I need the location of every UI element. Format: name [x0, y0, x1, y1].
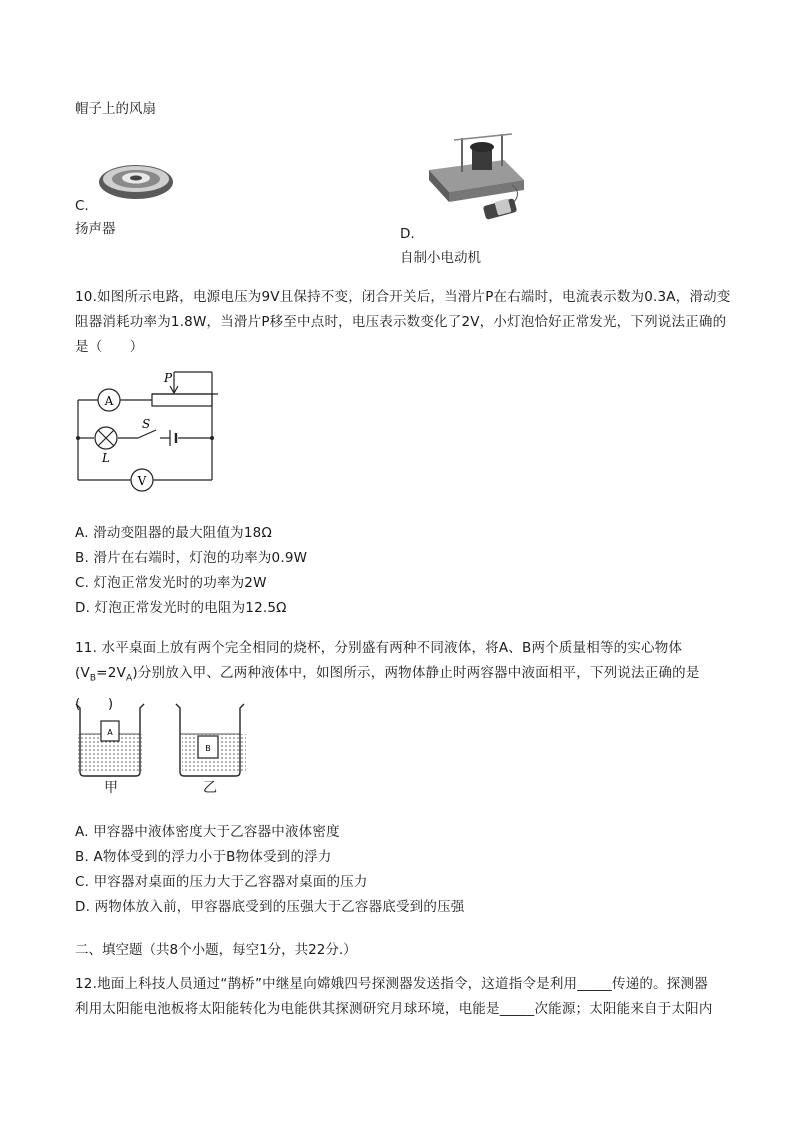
q10-option-d: D. 灯泡正常发光时的电阻为12.5Ω [75, 600, 287, 616]
ammeter-label: A [104, 394, 114, 408]
block-a-label: A [107, 728, 113, 737]
beakers-diagram [72, 700, 252, 800]
q10-option-c: C. 灯泡正常发光时的功率为2W [75, 575, 267, 591]
beaker-caption-jia: 甲 [104, 780, 118, 796]
q10-stem [75, 285, 735, 360]
section-title: 二、填空题（共8个小题，每空1分，共22分.） [75, 942, 357, 958]
q11-options [75, 820, 735, 920]
block-b-label: B [205, 744, 211, 753]
q12-stem [75, 972, 735, 1022]
q10-line3: 是（ ） [75, 339, 144, 355]
q11-option-c: C. 甲容器对桌面的压力大于乙容器对桌面的压力 [75, 874, 368, 890]
slider-label: P [164, 371, 173, 385]
q11-option-b: B. A物体受到的浮力小于B物体受到的浮力 [75, 849, 332, 865]
speaker-image [96, 160, 176, 202]
q12-line1: 12.地面上科技人员通过“鹊桥”中继星向嫦娥四号探测器发送指令，这道指令是利用_____传递的。探测器 [75, 976, 708, 992]
q11-option-a: A. 甲容器中液体密度大于乙容器中液体密度 [75, 824, 340, 840]
q12-line2: 利用太阳能电池板将太阳能转化为电能供其探测研究月球环境，电能是_____次能源；太阳能来自于太阳内 [75, 1001, 713, 1017]
q10-option-b: B. 滑片在右端时，灯泡的功率为0.9W [75, 550, 308, 566]
q11-option-d: D. 两物体放入前，甲容器底受到的压强大于乙容器底受到的压强 [75, 899, 465, 915]
q11-line1: 11. 水平桌面上放有两个完全相同的烧杯，分别盛有两种不同液体，将A、B两个质量相等的实心物体 [75, 640, 683, 656]
circuit-diagram [70, 368, 220, 498]
q10-line2: 阻器消耗功率为1.8W，当滑片P移至中点时，电压表示数变化了2V，小灯泡恰好正常发光，下列说法正确的 [75, 314, 727, 330]
option-c-letter: C. [75, 198, 89, 214]
option-d-letter: D. [400, 226, 415, 242]
q10-options [75, 521, 735, 621]
switch-label: S [142, 417, 151, 431]
q11-line2: $(V_B=2V_A)$分别放入甲、乙两种液体中，如图所示，两物体静止时两容器中液面相平，下列说法正确的是( ) [75, 665, 700, 712]
beaker-caption-yi: 乙 [203, 780, 217, 796]
lamp-label: L [102, 451, 110, 465]
voltmeter-label: V [137, 474, 147, 488]
q10-line1: 10.如图所示电路，电源电压为9V且保持不变，闭合开关后，当滑片P在右端时，电流表示数为0.3A，滑动变 [75, 289, 731, 305]
option-c-caption: 扬声器 [75, 221, 116, 237]
option-d-caption: 自制小电动机 [400, 250, 481, 266]
fan-caption: 帽子上的风扇 [75, 101, 156, 117]
motor-image [424, 130, 529, 225]
q10-option-a: A. 滑动变阻器的最大阻值为18Ω [75, 525, 272, 541]
